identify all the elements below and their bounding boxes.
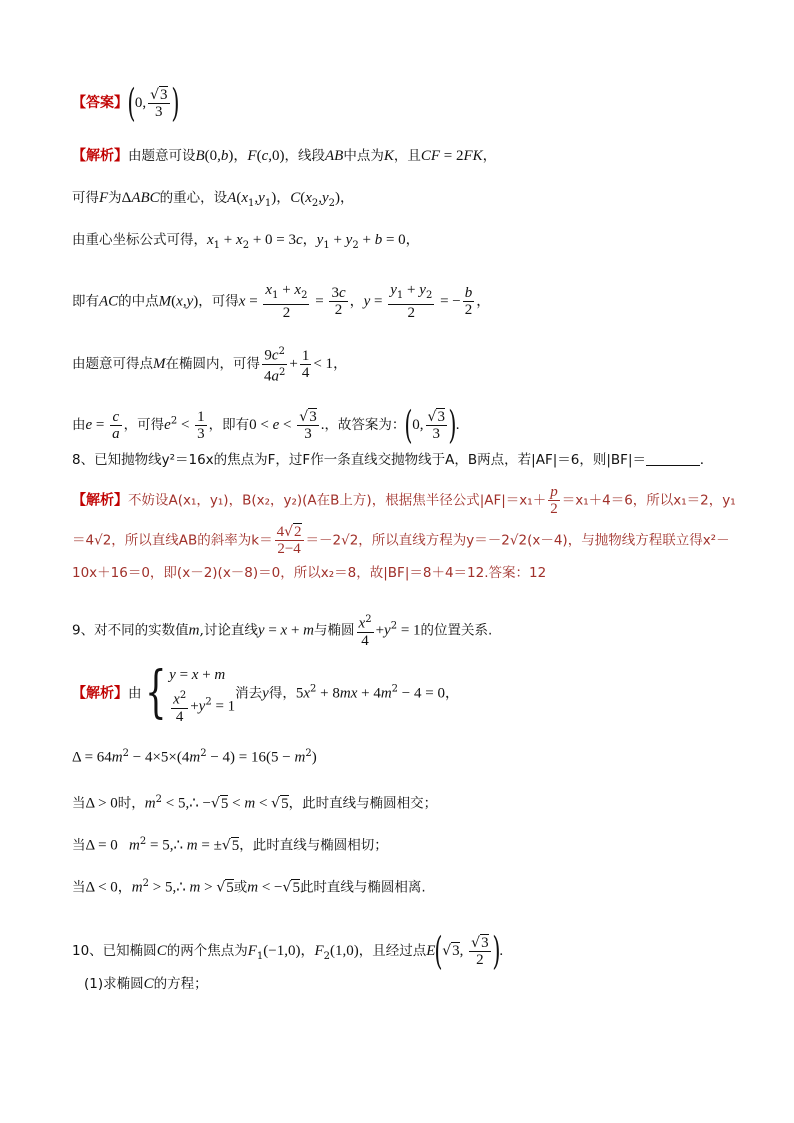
analysis-line-6: 由e = $\frac{c}{a}$ ，可得$e^2$ < $\frac{1}{3}$ ，即有0 < e < $\frac{√3}{3}$ .，故答案为：(0, $\frac{√3}{3}$ ). — [72, 403, 460, 447]
q9-case-2: 当Δ = 0 $m^2$ = 5,∴ m = ±√5，此时直线与椭圆相切； — [72, 836, 388, 854]
analysis-line-5: 由题意可得点M在椭圆内，可得 $\frac{9c^2}{4a^2}$ + $\frac{1}{4}$ < 1， — [72, 346, 348, 385]
q9-case-1: 当Δ > 0时，$m^2$ < 5,∴ −√5 < m < √5，此时直线与椭圆相交； — [72, 794, 438, 812]
q10-part-1: (1)求椭圆C的方程； — [84, 976, 208, 992]
answer-tag: 【答案】 — [72, 95, 128, 111]
analysis-tag: 【解析】 — [72, 148, 128, 164]
answer-blank[interactable] — [646, 451, 700, 466]
analysis-line-2: 可得F为ΔABC的重心，设$A(x_1,y_1)$，$C(x_2,y_2)$， — [72, 190, 355, 209]
question-9: 9、对不同的实数值m,讨论直线y = x + m与椭圆 $\frac{x^2}{4}$ $+y^2 = 1$的位置关系. — [72, 614, 493, 649]
q9-case-3: 当Δ < 0，$m^2$ > 5,∴ m > √5或m < −√5此时直线与椭圆相离. — [72, 878, 426, 896]
q8-solution-line-2: ＝4√2，所以直线AB的斜率为k＝ $\frac{4√2}{2-4}$ ＝－2√2，所以直线方程为y＝－2√2(x－4)，与抛物线方程联立得x²－ — [72, 524, 730, 557]
question-8: 8、已知抛物线y²＝16x的焦点为F，过F作一条直线交抛物线于A，B两点，若|AF|＝6，则|BF|＝ . — [72, 452, 704, 468]
q8-solution-line-1: 【解析】不妨设A(x₁，y₁)，B(x₂，y₂)(A在B上方)，根据焦半径公式|AF|＝x₁＋ $\frac{p}{2}$ ＝x₁＋4＝6，所以x₁＝2，y₁ — [72, 484, 736, 517]
analysis-line-3: 由重心坐标公式可得，$x_1 + x_2 + 0 = 3c$，$y_1 + y_2 + b = 0$， — [72, 232, 420, 251]
analysis-line-1: 【解析】由题意可设B(0,b)，F(c,0)，线段AB中点为K，且CF = 2FK， — [72, 148, 497, 164]
analysis-line-4: 即有AC的中点M(x,y)，可得x = $\frac{x_1 + x_2}{2}$ = $\frac{3c}{2}$ ，y = $\frac{y_1 + y_2}{2}$ = − $\frac{b}{2}$ ， — [72, 282, 491, 321]
answer-line: 【答案】(0, $\frac{√3}{3}$ ) — [72, 81, 179, 125]
question-10: 10、已知椭圆C的两个焦点为$F_1(-1,0)$，$F_2(1,0)$，且经过点E(√3, $\frac{√3}{2}$ ). — [72, 929, 504, 973]
question-8-text: 8、已知抛物线y²＝16x的焦点为F，过F作一条直线交抛物线于A，B两点，若|AF|＝6，则|BF|＝ — [72, 452, 646, 468]
q9-solution-line-1: 【解析】由{ y = x + m $\frac{x^2}{4}$ $+y^2 = 1$ 消去y得，$5x^2 + 8mx + 4m^2 - 4 = 0$， — [72, 660, 459, 726]
q8-solution-line-3: 10x＋16＝0，即(x－2)(x－8)＝0，所以x₂＝8，故|BF|＝8＋4＝12.答案：12 — [72, 565, 547, 581]
q9-discriminant: $\Delta = 64m^2 - 4\times 5\times(4m^2 - 4) = 16(5 - m^2)$ — [72, 748, 317, 766]
